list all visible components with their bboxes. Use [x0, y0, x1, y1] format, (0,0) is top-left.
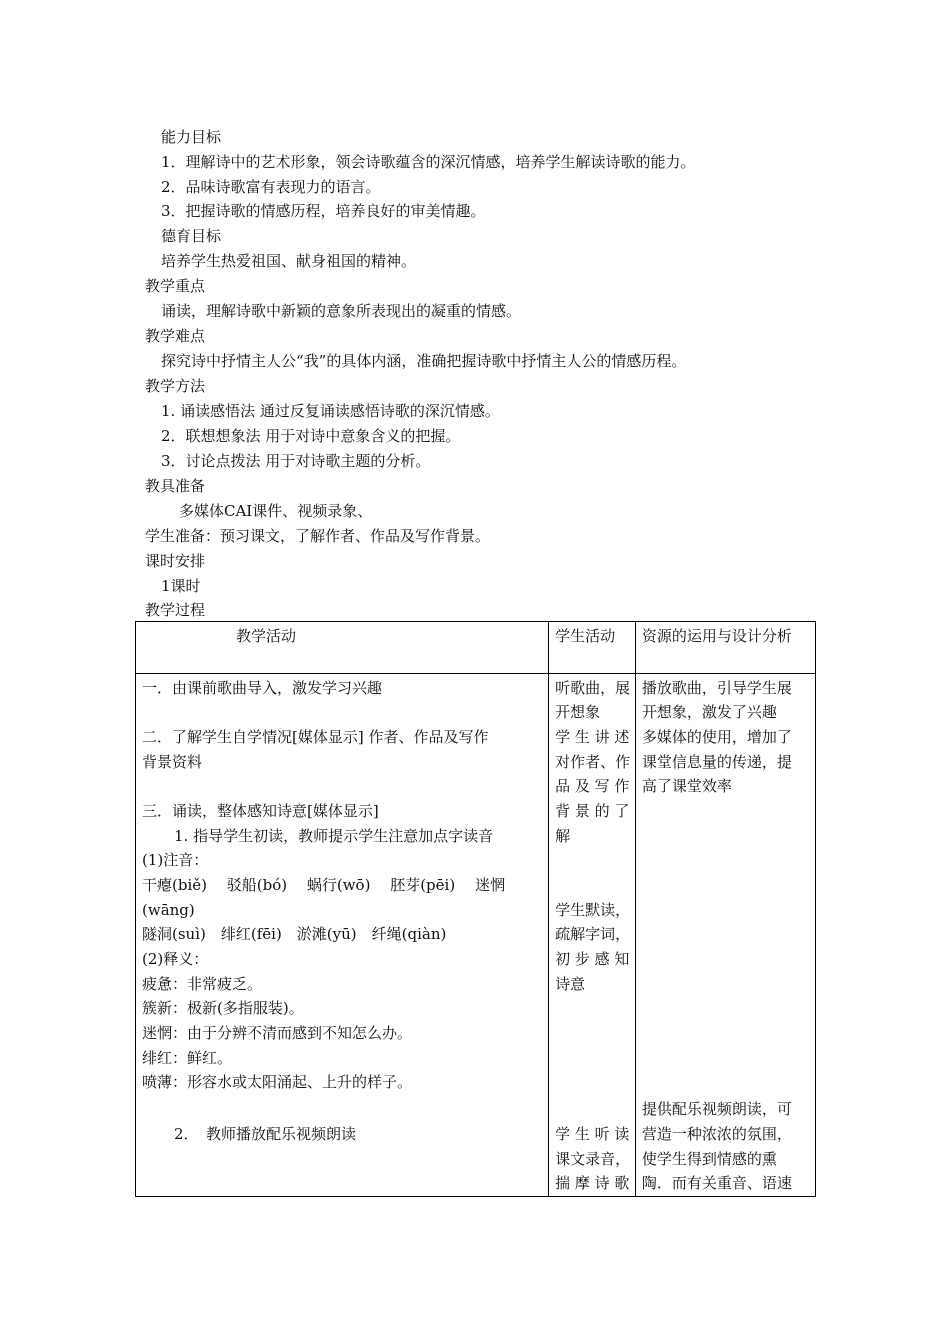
activity-line: 三．诵读，整体感知诗意[媒体显示] — [142, 802, 379, 820]
student-line: 品 及 写 作 — [555, 777, 630, 795]
activity-line: 干瘪(biě) 驳船(bó) 蜗行(wō) 胚芽(pēi) 迷惘 — [142, 876, 505, 894]
activity-line: 疲惫：非常疲乏。 — [142, 975, 263, 993]
method-item-2: 2．联想想象法 用于对诗中意象含义的把握。 — [161, 427, 461, 445]
activity-line: 喷薄：形容水或太阳涌起、上升的样子。 — [142, 1073, 413, 1091]
teaching-activity-cell — [136, 674, 549, 1197]
activity-line: (wāng) — [142, 901, 195, 919]
table-row — [136, 674, 816, 1197]
student-line: 开想象 — [555, 703, 601, 721]
activity-line: 2． 教师播放配乐视频朗读 — [174, 1125, 357, 1143]
activity-line: 背景资料 — [142, 753, 203, 771]
heading-teaching-aids: 教具准备 — [145, 477, 206, 495]
heading-schedule: 课时安排 — [145, 552, 206, 570]
resource-line: 使学生得到情感的熏 — [641, 1150, 777, 1168]
activity-line: 隧洞(suì) 绯红(fēi) 淤滩(yū) 纤绳(qiàn) — [142, 925, 447, 943]
ability-goal-item-3: 3．把握诗歌的情感历程，培养良好的审美情趣。 — [161, 202, 486, 220]
teaching-aids-text: 多媒体CAI课件、视频录象、 — [179, 502, 373, 520]
student-line: 学 生 讲 述 — [555, 728, 630, 746]
header-teaching-activity: 教学活动 — [136, 622, 549, 674]
activity-line: 二．了解学生自学情况[媒体显示] 作者、作品及写作 — [142, 728, 489, 746]
heading-difficulties: 教学难点 — [145, 327, 206, 345]
ability-goal-item-2: 2．品味诗歌富有表现力的语言。 — [161, 178, 381, 196]
student-line: 学生默读， — [555, 901, 631, 919]
student-line: 揣 摩 诗 歌 — [555, 1174, 630, 1192]
student-activity-cell — [549, 674, 636, 1197]
resource-line: 播放歌曲，引导学生展 — [641, 679, 792, 697]
heading-teaching-process: 教学过程 — [145, 601, 206, 619]
activity-line: 迷惘：由于分辨不清而感到不知怎么办。 — [142, 1024, 413, 1042]
student-preparation-text: 学生准备：预习课文，了解作者、作品及写作背景。 — [145, 527, 491, 545]
schedule-text: 1课时 — [161, 577, 201, 595]
key-points-text: 诵读，理解诗歌中新颖的意象所表现出的凝重的情感。 — [161, 302, 522, 320]
moral-goal-text: 培养学生热爱祖国、献身祖国的精神。 — [161, 252, 417, 270]
header-resource-analysis: 资源的运用与设计分析 — [635, 622, 815, 674]
heading-key-points: 教学重点 — [145, 277, 206, 295]
student-line: 背 景 的 了 — [555, 802, 630, 820]
activity-line: 1. 指导学生初读，教师提示学生注意加点字读音 — [174, 827, 494, 845]
resource-analysis-cell — [635, 674, 815, 1197]
resource-line: 营造一种浓浓的氛围， — [641, 1125, 792, 1143]
resource-line: 提供配乐视频朗读，可 — [641, 1100, 792, 1118]
student-line: 初 步 感 知 — [555, 950, 630, 968]
activity-line: 簇新：极新(多指服装)。 — [142, 999, 304, 1017]
student-line: 对作者、作 — [555, 753, 631, 771]
resource-line: 陶．而有关重音、语速 — [641, 1174, 792, 1192]
teaching-process-table — [135, 621, 816, 1197]
header-student-activity: 学生活动 — [549, 622, 636, 674]
resource-line: 高了课堂效率 — [641, 777, 732, 795]
method-item-1: 1. 诵读感悟法 通过反复诵读感悟诗歌的深沉情感。 — [161, 402, 500, 420]
student-line: 诗意 — [555, 975, 586, 993]
activity-line: 一．由课前歌曲导入，激发学习兴趣 — [142, 679, 383, 697]
heading-ability-goal: 能力目标 — [161, 128, 222, 146]
table-header-row — [136, 622, 816, 674]
ability-goal-item-1: 1．理解诗中的艺术形象，领会诗歌蕴含的深沉情感，培养学生解读诗歌的能力。 — [161, 153, 696, 171]
resource-line: 课堂信息量的传递，提 — [641, 753, 792, 771]
activity-line: (1)注音： — [142, 851, 209, 869]
activity-line: (2)释义： — [142, 950, 209, 968]
resource-line: 开想象，激发了兴趣 — [641, 703, 777, 721]
student-line: 解 — [555, 827, 571, 845]
student-line: 疏解字词， — [555, 925, 631, 943]
student-line: 课文录音， — [555, 1150, 631, 1168]
difficulties-text: 探究诗中抒情主人公“我”的具体内涵，准确把握诗歌中抒情主人公的情感历程。 — [161, 352, 687, 370]
method-item-3: 3．讨论点拨法 用于对诗歌主题的分析。 — [161, 452, 431, 470]
resource-line: 多媒体的使用，增加了 — [641, 728, 792, 746]
heading-methods: 教学方法 — [145, 377, 206, 395]
student-line: 听歌曲，展 — [555, 679, 631, 697]
student-line: 学 生 听 读 — [555, 1125, 630, 1143]
activity-line: 绯红：鲜红。 — [142, 1049, 233, 1067]
heading-moral-goal: 德育目标 — [161, 227, 222, 245]
